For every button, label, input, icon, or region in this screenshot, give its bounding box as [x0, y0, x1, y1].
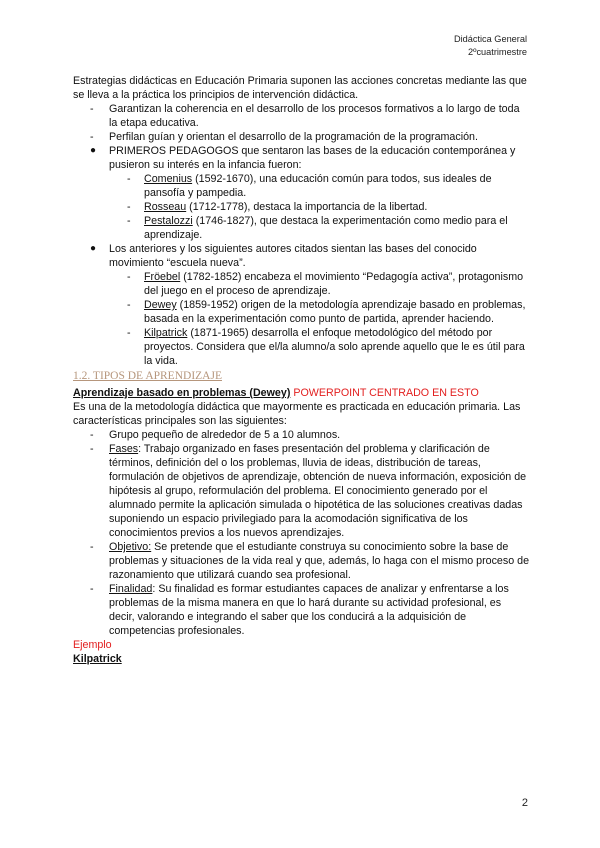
list-item: - Garantizan la coherencia en el desarrollo de los procesos formativos a lo largo de toda la etapa educativa.: [90, 103, 520, 129]
list-item: - Dewey (1859-1952) origen de la metodología aprendizaje basado en problemas, basada en la experimentación como punto de partida, aprender haciendo.: [127, 299, 526, 325]
list-item: - Kilpatrick (1871-1965) desarrolla el enfoque metodológico del método por proyectos. Considera que el/la alumno/a solo aprende aquello que le es útil para la vida.: [127, 327, 525, 367]
dash-marker: -: [127, 299, 131, 311]
list-item: - Finalidad: Su finalidad es formar estudiantes capaces de analizar y enfrentarse a los problemas de la misma manera en que lo hará durante su actividad profesional, es decir, valorando e integrando el saber que los conducirá a la adquisición de competencias profesionales.: [90, 583, 509, 637]
dash-marker: -: [90, 541, 94, 553]
author-name: Comenius: [144, 173, 193, 185]
dash-marker: -: [90, 443, 94, 455]
powerpoint-note: POWERPOINT CENTRADO EN ESTO: [290, 387, 479, 399]
list-item: - Fröebel (1782-1852) encabeza el movimiento “Pedagogía activa”, protagonismo del juego en el proceso de aprendizaje.: [127, 271, 524, 297]
author-name: Pestalozzi: [144, 215, 193, 227]
item-label: Objetivo:: [109, 541, 152, 553]
dash-marker: -: [90, 429, 94, 441]
subheading: Aprendizaje basado en problemas (Dewey): [73, 387, 291, 399]
dash-marker: -: [90, 103, 94, 115]
list-item: - Perfilan guían y orientan el desarrollo de la programación de la programación.: [90, 131, 478, 143]
list-item: - Grupo pequeño de alrededor de 5 a 10 alumnos.: [90, 429, 341, 441]
kilpatrick-heading: Kilpatrick: [73, 653, 122, 665]
subheading-line: [73, 386, 529, 400]
author-name: Rosseau: [144, 201, 187, 213]
bullet-dot: ●: [90, 145, 97, 156]
header-subject: Didáctica General: [453, 34, 527, 44]
list-item: - Objetivo: Se pretende que el estudiante construya su conocimiento sobre la base de problemas y situaciones de la vida real y que, además, lo haga con el mismo proceso de razonamiento que utilizará cuando sea profesional.: [90, 541, 530, 581]
dash-marker: -: [127, 327, 131, 339]
list-item: - Pestalozzi (1746-1827), que destaca la experimentación como medio para el aprendizaje.: [127, 215, 508, 241]
dash-marker: -: [127, 215, 131, 227]
page-header: [454, 33, 527, 59]
dash-marker: -: [127, 173, 131, 185]
dash-marker: -: [127, 271, 131, 283]
intro-paragraph: Estrategias didácticas en Educación Primaria suponen las acciones concretas mediante las que se lleva a la práctica los principios de intervención didáctica.: [73, 75, 527, 101]
dash-marker: -: [127, 201, 131, 213]
item-label: Fases: [109, 443, 139, 455]
dash-marker: -: [90, 131, 94, 143]
author-name: Dewey: [144, 299, 177, 311]
page-number: 2: [521, 797, 528, 809]
section-intro: Es una de la metodología didáctica que mayormente es practicada en educación primaria. Las características principales son las siguientes:: [73, 401, 521, 427]
example-label: Ejemplo: [73, 639, 112, 651]
bullet-pedagogos: ● PRIMEROS PEDAGOGOS que sentaron las bases de la educación contemporánea y pusieron su interés en la infancia fueron:: [90, 145, 516, 171]
author-name: Kilpatrick: [144, 327, 188, 339]
bullet-escuela-nueva: ● Los anteriores y los siguientes autores citados sientan las bases del conocido movimiento “escuela nueva”.: [90, 243, 477, 269]
header-term: 2ºcuatrimestre: [467, 47, 527, 57]
list-item: - Comenius (1592-1670), una educación común para todos, sus ideales de pansofía y pampedia.: [127, 173, 492, 199]
item-label: Finalidad: [109, 583, 153, 595]
section-heading: 1.2. TIPOS DE APRENDIZAJE: [73, 370, 222, 382]
list-item: - Rosseau (1712-1778), destaca la importancia de la libertad.: [127, 201, 428, 213]
dash-marker: -: [90, 583, 94, 595]
author-name: Fröebel: [144, 271, 181, 283]
document-body: [73, 74, 529, 666]
bullet-dot: ●: [90, 243, 97, 254]
list-item: - Fases: Trabajo organizado en fases presentación del problema y clarificación de términos, definición del o los problemas, lluvia de ideas, distribución de tareas, formulación de objetivos de aprendizaje, obtención de nueva información, exposición de hipótesis al grupo, reformulación del problema. El conocimiento generado por el alumnado permite la aplicación simulada o hipotética de las soluciones creativas dadas suponiendo un espacio privilegiado para la acomodación significativa de los conocimientos previos a los nuevos aprendizajes.: [90, 443, 527, 539]
